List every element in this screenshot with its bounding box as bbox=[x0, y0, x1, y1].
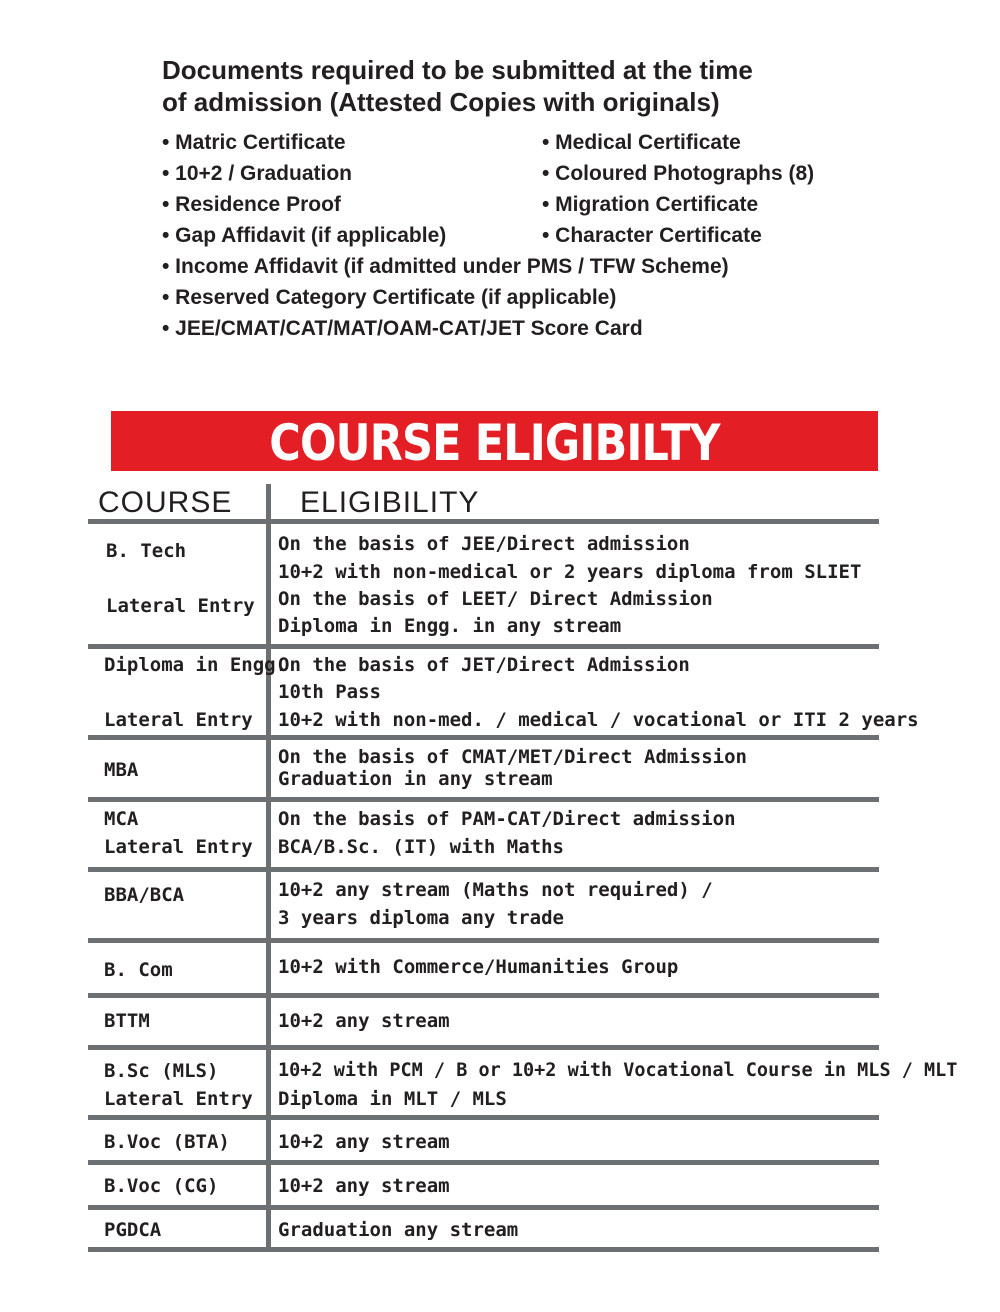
row-divider bbox=[88, 1115, 879, 1120]
row-divider bbox=[88, 1160, 879, 1165]
document-item-character: • Character Certificate bbox=[542, 224, 762, 247]
row-divider bbox=[88, 797, 879, 802]
course-cell: Lateral Entry bbox=[104, 836, 253, 858]
documents-title-line-2: of admission (Attested Copies with originals) bbox=[162, 87, 720, 117]
column-divider bbox=[266, 484, 271, 1248]
eligibility-cell: On the basis of PAM-CAT/Direct admission bbox=[278, 808, 736, 830]
row-divider bbox=[88, 644, 879, 649]
banner-title: COURSE ELIGIBILTY bbox=[269, 414, 720, 472]
document-item-matric: • Matric Certificate bbox=[162, 131, 346, 154]
eligibility-cell: 10+2 with non-med. / medical / vocational or ITI 2 years bbox=[278, 709, 919, 731]
eligibility-cell: Graduation any stream bbox=[278, 1219, 519, 1241]
document-item-income-affidavit: • Income Affidavit (if admitted under PMS / TFW Scheme) bbox=[162, 255, 729, 278]
course-cell: Lateral Entry bbox=[104, 1088, 253, 1110]
eligibility-cell: 10th Pass bbox=[278, 681, 381, 703]
document-item-migration: • Migration Certificate bbox=[542, 193, 759, 216]
document-item-score-card: • JEE/CMAT/CAT/MAT/OAM-CAT/JET Score Card bbox=[162, 317, 643, 340]
eligibility-cell: 10+2 with Commerce/Humanities Group bbox=[278, 956, 679, 978]
course-cell: B. Com bbox=[104, 959, 173, 981]
course-cell: MBA bbox=[104, 759, 139, 781]
document-item-photographs: • Coloured Photographs (8) bbox=[542, 162, 815, 185]
row-divider bbox=[88, 1205, 879, 1210]
course-column-header: COURSE bbox=[98, 486, 233, 519]
documents-title bbox=[162, 54, 882, 118]
eligibility-cell: 10+2 any stream bbox=[278, 1131, 450, 1153]
eligibility-cell: On the basis of CMAT/MET/Direct Admission bbox=[278, 746, 747, 768]
course-cell: Diploma in Engg. bbox=[104, 654, 288, 676]
course-cell: BBA/BCA bbox=[104, 884, 185, 906]
table-bottom-rule bbox=[88, 1247, 879, 1252]
eligibility-column-header: ELIGIBILITY bbox=[300, 486, 480, 519]
eligibility-cell: On the basis of LEET/ Direct Admission bbox=[278, 588, 713, 610]
eligibility-cell: 10+2 any stream (Maths not required) / bbox=[278, 879, 713, 901]
eligibility-cell: 10+2 any stream bbox=[278, 1175, 450, 1197]
documents-title-line-1: Documents required to be submitted at the time bbox=[162, 55, 753, 85]
document-item-gap-affidavit: • Gap Affidavit (if applicable) bbox=[162, 224, 447, 247]
row-divider bbox=[88, 938, 879, 943]
course-cell: B.Voc (BTA) bbox=[104, 1131, 230, 1153]
eligibility-cell: Diploma in MLT / MLS bbox=[278, 1088, 507, 1110]
row-divider bbox=[88, 735, 879, 740]
document-item-medical: • Medical Certificate bbox=[542, 131, 741, 154]
eligibility-cell: On the basis of JEE/Direct admission bbox=[278, 533, 690, 555]
document-item-graduation: • 10+2 / Graduation bbox=[162, 162, 352, 185]
document-item-residence: • Residence Proof bbox=[162, 193, 341, 216]
course-cell: Lateral Entry bbox=[106, 595, 255, 617]
eligibility-cell: Graduation in any stream bbox=[278, 768, 553, 790]
eligibility-cell: On the basis of JET/Direct Admission bbox=[278, 654, 690, 676]
row-divider bbox=[88, 1045, 879, 1050]
row-divider bbox=[88, 993, 879, 998]
course-cell: B.Sc (MLS) bbox=[104, 1060, 219, 1082]
eligibility-cell: 10+2 with PCM / B or 10+2 with Vocational Course in MLS / MLT bbox=[278, 1060, 958, 1081]
course-cell: BTTM bbox=[104, 1010, 150, 1032]
eligibility-cell: 10+2 any stream bbox=[278, 1010, 450, 1032]
course-cell: B. Tech bbox=[106, 540, 187, 562]
eligibility-cell: Diploma in Engg. in any stream bbox=[278, 615, 622, 637]
course-cell: B.Voc (CG) bbox=[104, 1175, 219, 1197]
row-divider bbox=[88, 867, 879, 872]
eligibility-cell: BCA/B.Sc. (IT) with Maths bbox=[278, 836, 564, 858]
header-rule bbox=[88, 519, 879, 524]
eligibility-cell: 3 years diploma any trade bbox=[278, 907, 564, 929]
course-cell: PGDCA bbox=[104, 1219, 162, 1241]
course-cell: MCA bbox=[104, 808, 139, 830]
document-item-reserved-category: • Reserved Category Certificate (if applicable) bbox=[162, 286, 617, 309]
eligibility-cell: 10+2 with non-medical or 2 years diploma from SLIET bbox=[278, 561, 862, 583]
course-cell: Lateral Entry bbox=[104, 709, 253, 731]
course-eligibility-banner bbox=[111, 411, 878, 471]
